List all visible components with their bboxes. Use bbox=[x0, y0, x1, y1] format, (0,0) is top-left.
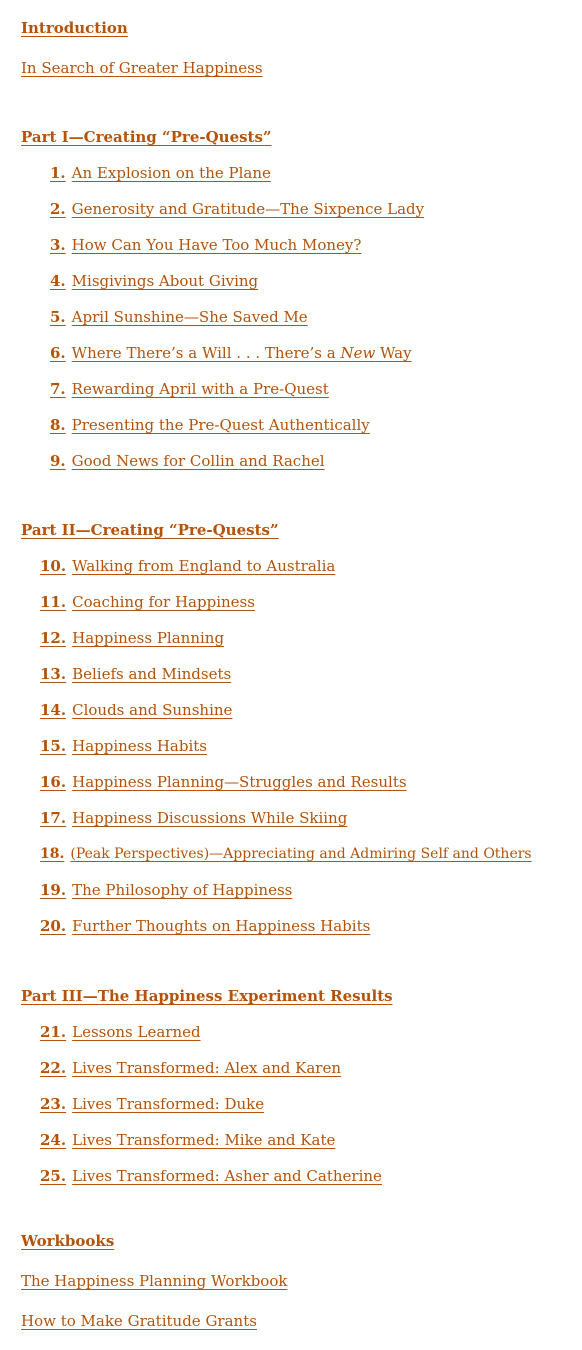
chapter-number: 18. bbox=[40, 846, 65, 862]
chapter-link[interactable] bbox=[40, 557, 335, 575]
part3-heading-link[interactable]: Part III—The Happiness Experiment Results bbox=[21, 987, 393, 1005]
chapter-link[interactable] bbox=[40, 773, 407, 791]
chapter-5[interactable] bbox=[50, 307, 308, 327]
chapter-12[interactable] bbox=[40, 628, 224, 648]
chapter-link[interactable] bbox=[50, 452, 325, 470]
workbooks-heading-link[interactable]: Workbooks bbox=[21, 1232, 115, 1250]
chapter-number: 6. bbox=[50, 344, 66, 362]
introduction-heading-link[interactable]: Introduction bbox=[21, 19, 128, 37]
chapter-link[interactable] bbox=[40, 1131, 335, 1149]
chapter-number: 3. bbox=[50, 236, 66, 254]
chapter-13[interactable] bbox=[40, 664, 231, 684]
chapter-title: The Philosophy of Happiness bbox=[72, 881, 293, 899]
chapter-24[interactable] bbox=[40, 1130, 335, 1150]
chapter-number: 21. bbox=[40, 1023, 67, 1041]
chapter-title: Rewarding April with a Pre-Quest bbox=[71, 380, 329, 398]
chapter-number: 10. bbox=[40, 557, 67, 575]
introduction-item-link[interactable]: In Search of Greater Happiness bbox=[21, 59, 263, 77]
chapter-title: Coaching for Happiness bbox=[72, 593, 255, 611]
introduction-item[interactable] bbox=[21, 58, 263, 78]
workbook-link[interactable]: How to Make Gratitude Grants bbox=[21, 1312, 257, 1330]
chapter-link[interactable] bbox=[50, 236, 361, 254]
chapter-19[interactable] bbox=[40, 880, 292, 900]
chapter-title: April Sunshine—She Saved Me bbox=[71, 308, 308, 326]
chapter-title: Lives Transformed: Duke bbox=[72, 1095, 265, 1113]
chapter-17[interactable] bbox=[40, 808, 347, 828]
chapter-link[interactable] bbox=[50, 416, 370, 434]
chapter-number: 16. bbox=[40, 773, 67, 791]
chapter-number: 12. bbox=[40, 629, 67, 647]
chapter-link[interactable] bbox=[40, 846, 532, 862]
chapter-title: Happiness Habits bbox=[72, 737, 207, 755]
chapter-link[interactable] bbox=[50, 308, 308, 326]
chapter-title: Lives Transformed: Asher and Catherine bbox=[72, 1167, 382, 1185]
chapter-number: 13. bbox=[40, 665, 67, 683]
chapter-21[interactable] bbox=[40, 1022, 201, 1042]
chapter-link[interactable] bbox=[40, 1023, 201, 1041]
chapter-25[interactable] bbox=[40, 1166, 382, 1186]
chapter-title: Good News for Collin and Rachel bbox=[71, 452, 325, 470]
chapter-link[interactable] bbox=[40, 917, 370, 935]
chapter-title: An Explosion on the Plane bbox=[71, 164, 271, 182]
chapter-7[interactable] bbox=[50, 379, 329, 399]
chapter-link[interactable] bbox=[50, 200, 424, 218]
chapter-link[interactable] bbox=[50, 272, 258, 290]
workbooks-heading[interactable] bbox=[21, 1231, 114, 1251]
part3-heading[interactable] bbox=[21, 986, 393, 1006]
chapter-number: 24. bbox=[40, 1131, 67, 1149]
chapter-1[interactable] bbox=[50, 163, 271, 183]
chapter-2[interactable] bbox=[50, 199, 424, 219]
chapter-number: 1. bbox=[50, 164, 66, 182]
chapter-8[interactable] bbox=[50, 415, 370, 435]
chapter-title: Further Thoughts on Happiness Habits bbox=[72, 917, 371, 935]
chapter-link[interactable] bbox=[40, 593, 255, 611]
chapter-title: Misgivings About Giving bbox=[71, 272, 259, 290]
chapter-number: 25. bbox=[40, 1167, 67, 1185]
chapter-16[interactable] bbox=[40, 772, 407, 792]
chapter-4[interactable] bbox=[50, 271, 258, 291]
chapter-title: Beliefs and Mindsets bbox=[72, 665, 232, 683]
chapter-link[interactable] bbox=[50, 164, 271, 182]
chapter-15[interactable] bbox=[40, 736, 207, 756]
chapter-title: Happiness Planning bbox=[72, 629, 225, 647]
introduction-heading[interactable] bbox=[21, 18, 128, 38]
chapter-10[interactable] bbox=[40, 556, 335, 576]
chapter-title: How Can You Have Too Much Money? bbox=[71, 236, 362, 254]
chapter-link[interactable] bbox=[40, 1059, 341, 1077]
chapter-number: 19. bbox=[40, 881, 67, 899]
chapter-title: Walking from England to Australia bbox=[72, 557, 336, 575]
chapter-title: Lives Transformed: Alex and Karen bbox=[72, 1059, 342, 1077]
part2-heading-link[interactable]: Part II—Creating “Pre-Quests” bbox=[21, 521, 279, 539]
chapter-title: Clouds and Sunshine bbox=[72, 701, 233, 719]
chapter-6[interactable] bbox=[50, 343, 412, 363]
chapter-title: Lessons Learned bbox=[72, 1023, 201, 1041]
chapter-title: Happiness Planning—Struggles and Results bbox=[72, 773, 407, 791]
chapter-number: 15. bbox=[40, 737, 67, 755]
chapter-title: Happiness Discussions While Skiing bbox=[72, 809, 348, 827]
chapter-link[interactable] bbox=[40, 1167, 382, 1185]
chapter-link[interactable] bbox=[40, 629, 224, 647]
chapter-title: (Peak Perspectives)—Appreciating and Admiring Self and Others bbox=[70, 846, 532, 862]
chapter-link[interactable] bbox=[40, 701, 232, 719]
chapter-number: 11. bbox=[40, 593, 67, 611]
chapter-link[interactable] bbox=[50, 344, 412, 362]
workbook-item-1[interactable] bbox=[21, 1271, 287, 1291]
chapter-22[interactable] bbox=[40, 1058, 341, 1078]
chapter-title-emphasis: New bbox=[340, 344, 376, 362]
chapter-title: Lives Transformed: Mike and Kate bbox=[72, 1131, 336, 1149]
chapter-number: 9. bbox=[50, 452, 66, 470]
chapter-link[interactable] bbox=[40, 881, 292, 899]
chapter-number: 8. bbox=[50, 416, 66, 434]
chapter-title-start: Where There’s a Will . . . There’s a bbox=[71, 344, 341, 362]
chapter-number: 5. bbox=[50, 308, 66, 326]
workbook-item-2[interactable] bbox=[21, 1311, 257, 1331]
chapter-number: 22. bbox=[40, 1059, 67, 1077]
chapter-title: Presenting the Pre-Quest Authentically bbox=[71, 416, 370, 434]
part1-heading-link[interactable]: Part I—Creating “Pre-Quests” bbox=[21, 128, 272, 146]
chapter-14[interactable] bbox=[40, 700, 232, 720]
chapter-link[interactable] bbox=[50, 380, 329, 398]
chapter-3[interactable] bbox=[50, 235, 361, 255]
chapter-link[interactable] bbox=[40, 809, 347, 827]
chapter-number: 14. bbox=[40, 701, 67, 719]
chapter-link[interactable] bbox=[40, 737, 207, 755]
chapter-number: 2. bbox=[50, 200, 66, 218]
workbook-link[interactable]: The Happiness Planning Workbook bbox=[21, 1272, 288, 1290]
part1-heading[interactable] bbox=[21, 127, 272, 147]
part2-heading[interactable] bbox=[21, 520, 279, 540]
chapter-number: 17. bbox=[40, 809, 67, 827]
chapter-number: 20. bbox=[40, 917, 67, 935]
chapter-11[interactable] bbox=[40, 592, 255, 612]
chapter-23[interactable] bbox=[40, 1094, 264, 1114]
chapter-number: 7. bbox=[50, 380, 66, 398]
chapter-number: 4. bbox=[50, 272, 66, 290]
chapter-18[interactable] bbox=[40, 844, 532, 864]
chapter-title-end: Way bbox=[375, 344, 412, 362]
chapter-number: 23. bbox=[40, 1095, 67, 1113]
chapter-9[interactable] bbox=[50, 451, 325, 471]
chapter-link[interactable] bbox=[40, 1095, 264, 1113]
chapter-20[interactable] bbox=[40, 916, 370, 936]
chapter-title: Generosity and Gratitude—The Sixpence Lady bbox=[71, 200, 425, 218]
chapter-link[interactable] bbox=[40, 665, 231, 683]
